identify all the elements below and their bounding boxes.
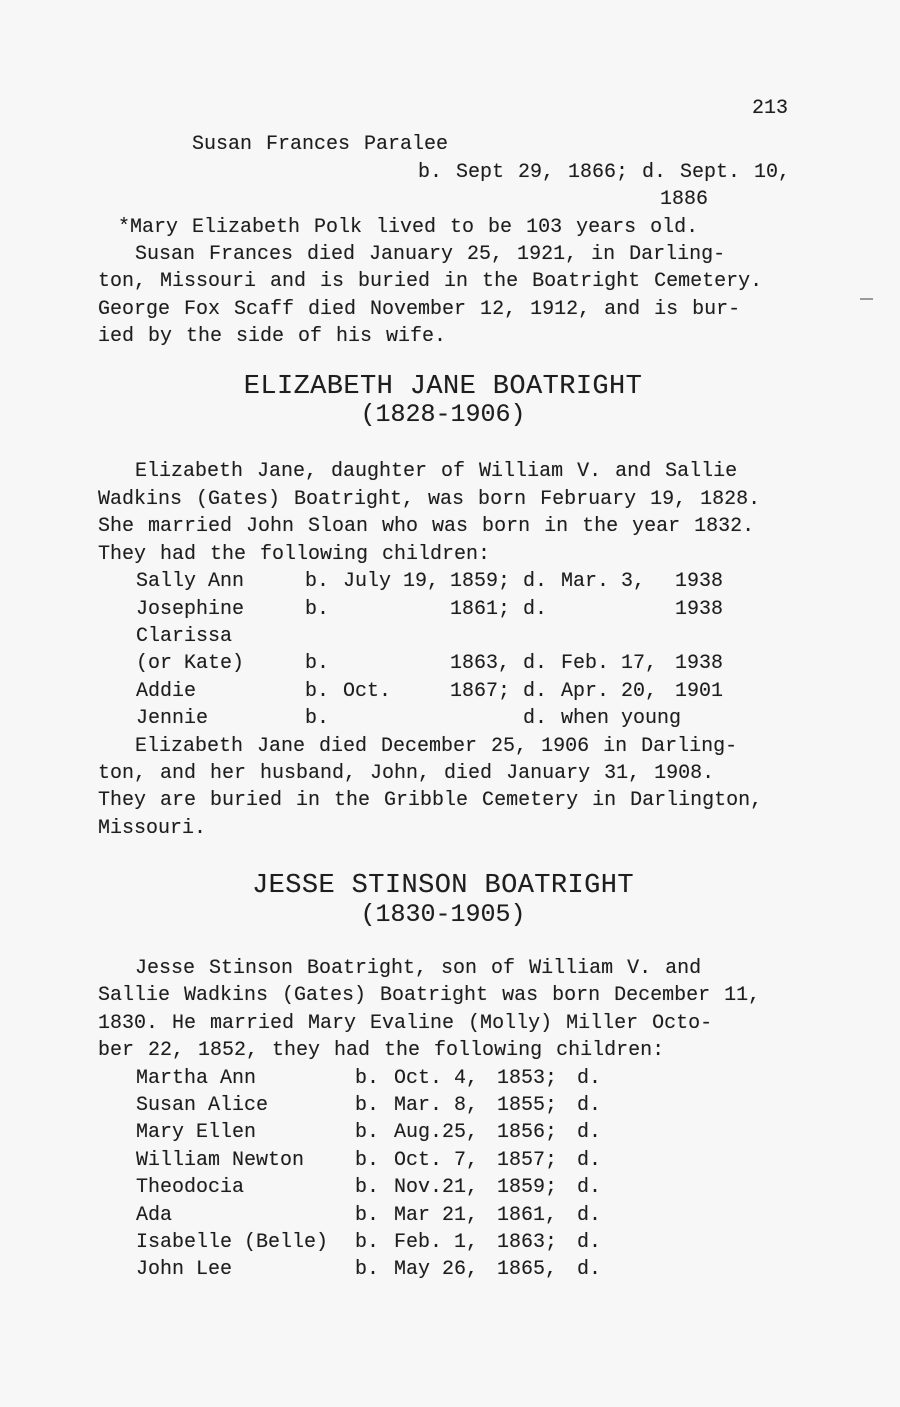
child-name: John Lee <box>136 1258 233 1282</box>
page-content <box>98 0 791 1284</box>
birth-date: Mar 21, <box>394 1203 479 1227</box>
child-name: Susan Alice <box>136 1094 269 1117</box>
birth-label: b. <box>355 1066 380 1090</box>
death-label: d. <box>523 707 548 731</box>
child-row <box>136 1174 788 1201</box>
birth-year: 1861, <box>497 1203 558 1227</box>
child-name: William Newton <box>136 1148 305 1172</box>
paragraph-line: ton, and her husband, John, died January 31, 1908. <box>98 761 715 785</box>
child-name: Ada <box>136 1203 173 1227</box>
birth-year: 1863; <box>497 1231 558 1255</box>
child-row <box>136 1229 788 1256</box>
birth-year: 1865, <box>497 1258 558 1282</box>
birth-label: b. <box>355 1094 380 1117</box>
birth-date: May 26, <box>394 1258 479 1282</box>
child-row <box>136 596 788 623</box>
child-name: Theodocia <box>136 1176 245 1200</box>
death-label: d. <box>577 1094 602 1117</box>
birth-label: b. <box>355 1121 380 1145</box>
continuation-death-year: 1886 <box>660 188 709 212</box>
paragraph-line: Wadkins (Gates) Boatright, was born February 19, 1828. <box>98 487 761 511</box>
death-year: 1938 <box>675 570 724 594</box>
section-paragraph <box>98 955 788 1065</box>
death-label: d. <box>577 1121 602 1145</box>
death-date: Apr. 20, <box>561 679 658 703</box>
scan-artifact-dash <box>860 298 873 300</box>
children-list <box>136 568 788 732</box>
death-label: d. <box>577 1258 602 1282</box>
birth-year: 1859; <box>497 1176 558 1200</box>
birth-date: Oct. 7, <box>394 1148 479 1172</box>
birth-year: 1859; <box>450 570 511 594</box>
child-row <box>136 1256 788 1283</box>
birth-label: b. <box>305 570 330 594</box>
section-title: JESSE STINSON BOATRIGHT <box>252 871 634 902</box>
birth-date <box>343 705 450 732</box>
birth-date: Oct. 4, <box>394 1066 479 1090</box>
birth-year: 1867; <box>450 679 511 703</box>
paragraph-line: Missouri. <box>98 816 207 840</box>
section-paragraph <box>98 458 788 568</box>
birth-date <box>343 596 450 623</box>
child-row <box>136 568 788 595</box>
section-years: (1828-1906) <box>360 400 526 430</box>
birth-date: Mar. 8, <box>394 1094 479 1117</box>
child-name: Sally Ann <box>136 570 245 594</box>
child-name: Isabelle (Belle) <box>136 1231 329 1255</box>
birth-date: July 19, <box>343 570 440 594</box>
section-elizabeth-jane-boatright <box>98 371 788 843</box>
death-label: d. <box>577 1231 602 1255</box>
section-years: (1830-1905) <box>360 899 526 929</box>
birth-label: b. <box>305 679 330 703</box>
death-year: 1938 <box>675 652 724 676</box>
birth-label: b. <box>355 1176 380 1200</box>
child-name: (or Kate) <box>136 652 245 676</box>
child-name: Mary Ellen <box>136 1121 257 1145</box>
child-row <box>136 678 788 705</box>
paragraph-line: Elizabeth Jane died December 25, 1906 in Darling- <box>135 734 738 758</box>
child-row <box>136 1147 788 1174</box>
birth-label: b. <box>355 1203 380 1227</box>
paragraph-line: They had the following children: <box>98 542 491 566</box>
death-date <box>561 596 675 623</box>
birth-date: Nov.21, <box>394 1176 479 1200</box>
child-name: Martha Ann <box>136 1066 257 1090</box>
children-list <box>136 1065 788 1284</box>
continuation-name: Susan Frances Paralee <box>192 133 449 157</box>
death-year: 1901 <box>675 679 724 703</box>
death-label: d. <box>577 1148 602 1172</box>
birth-year: 1861; <box>450 597 511 621</box>
birth-label: b. <box>305 707 330 731</box>
child-row <box>136 650 788 677</box>
child-name: Addie <box>136 679 197 703</box>
section-jesse-stinson-boatright <box>98 873 788 1284</box>
death-date: when young <box>561 707 682 731</box>
death-label: d. <box>523 597 548 621</box>
birth-date <box>343 650 450 677</box>
death-label: d. <box>523 570 548 594</box>
birth-label: b. <box>355 1258 380 1282</box>
paragraph-line: Susan Frances died January 25, 1921, in Darling- <box>135 243 726 267</box>
death-label: d. <box>577 1066 602 1090</box>
birth-year: 1855; <box>497 1094 558 1117</box>
birth-year <box>450 705 523 732</box>
paragraph-line: They are buried in the Gribble Cemetery in Darlington, <box>98 789 763 813</box>
death-label: d. <box>523 679 548 703</box>
child-row <box>136 1092 788 1119</box>
birth-date: Aug.25, <box>394 1121 479 1145</box>
birth-label: b. <box>305 597 330 621</box>
continuation-birth-death: b. Sept 29, 1866; d. Sept. 10, <box>418 160 791 184</box>
paragraph-line: She married John Sloan who was born in the year 1832. <box>98 515 755 539</box>
child-row <box>136 623 788 650</box>
child-row <box>136 705 788 732</box>
death-date: Feb. 17, <box>561 652 658 676</box>
paragraph-line: Jesse Stinson Boatright, son of William V. and <box>135 956 702 980</box>
death-date <box>561 623 675 650</box>
death-label: d. <box>523 652 548 676</box>
death-label: d. <box>577 1203 602 1227</box>
birth-year: 1863, <box>450 652 511 676</box>
birth-date: Oct. <box>343 679 392 703</box>
birth-date: Feb. 1, <box>394 1231 479 1255</box>
paragraph-line: Sallie Wadkins (Gates) Boatright was born December 11, <box>98 984 761 1008</box>
death-date: Mar. 3, <box>561 570 646 594</box>
birth-date <box>343 623 450 650</box>
child-row <box>136 1119 788 1146</box>
birth-year: 1857; <box>497 1148 558 1172</box>
paragraph-line: ied by the side of his wife. <box>98 325 447 349</box>
birth-label: b. <box>355 1231 380 1255</box>
paragraph-line: ber 22, 1852, they had the following children: <box>98 1039 665 1063</box>
child-name: Clarissa <box>136 624 233 648</box>
page-number: 213 <box>751 97 788 120</box>
child-row <box>136 1065 788 1092</box>
death-year: 1938 <box>675 597 724 621</box>
death-label <box>523 623 561 650</box>
continuation-entry <box>98 131 791 213</box>
birth-year <box>450 623 523 650</box>
birth-year: 1853; <box>497 1066 558 1090</box>
paragraph-line: 1830. He married Mary Evaline (Molly) Miller Octo- <box>98 1011 713 1035</box>
death-label: d. <box>577 1176 602 1200</box>
child-name: Jennie <box>136 707 209 731</box>
child-name: Josephine <box>136 597 245 621</box>
paragraph-line: ton, Missouri and is buried in the Boatright Cemetery. <box>98 270 763 294</box>
intro-paragraph <box>98 214 788 351</box>
section-title: ELIZABETH JANE BOATRIGHT <box>243 371 643 402</box>
birth-label <box>305 623 343 650</box>
birth-label: b. <box>355 1148 380 1172</box>
birth-year: 1856; <box>497 1121 558 1145</box>
paragraph-line: Elizabeth Jane, daughter of William V. and Sallie <box>135 460 738 484</box>
footnote-line: *Mary Elizabeth Polk lived to be 103 years old. <box>118 215 699 239</box>
section-closing-paragraph <box>98 733 788 843</box>
birth-label: b. <box>305 652 330 676</box>
child-row <box>136 1202 788 1229</box>
paragraph-line: George Fox Scaff died November 12, 1912, and is bur- <box>98 297 741 321</box>
